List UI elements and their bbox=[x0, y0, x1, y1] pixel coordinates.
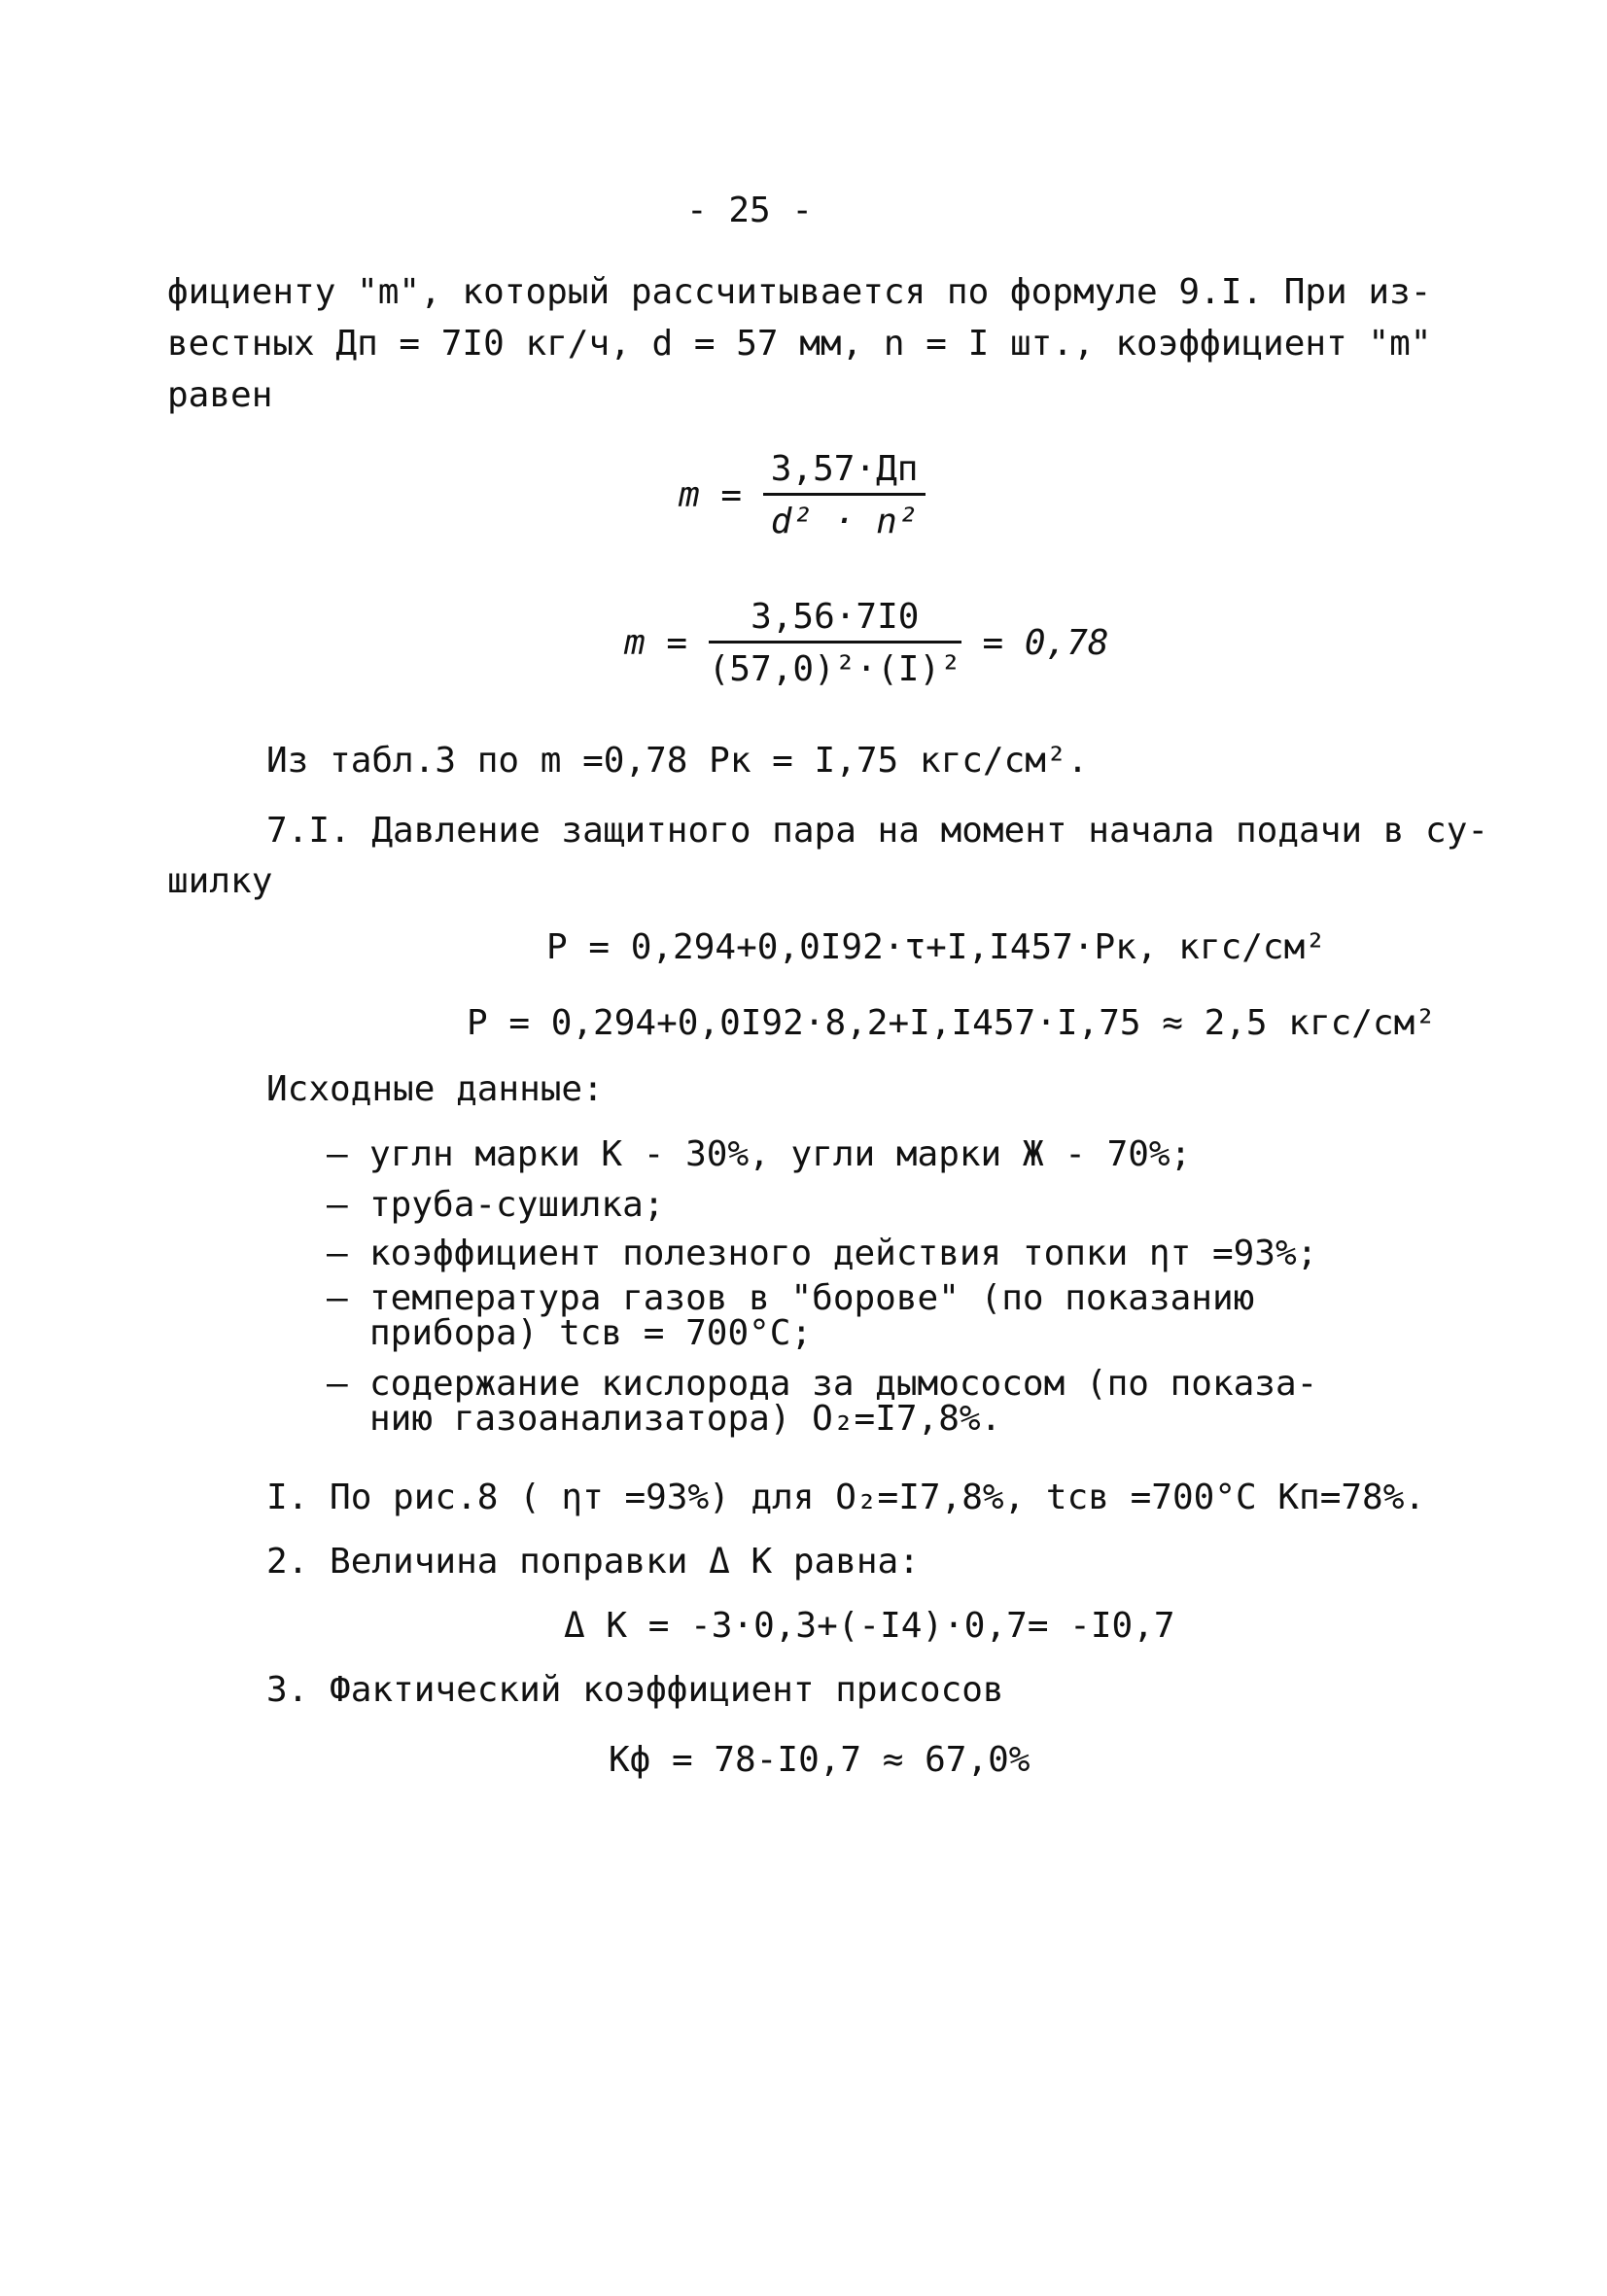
source-item-1 bbox=[327, 1134, 1192, 1174]
step-3: 3. Фактический коэффициент присосов bbox=[266, 1670, 1004, 1710]
formula-m-calc-denominator: (57,0)²·(I)² bbox=[708, 649, 961, 689]
list-dash: – bbox=[327, 1234, 348, 1273]
source-item-5-text: содержание кислорода за дымососом (по показа- bbox=[369, 1364, 1318, 1404]
list-dash: – bbox=[327, 1278, 348, 1318]
formula-m-denominator: d² · n² bbox=[770, 502, 919, 541]
source-item-2-text: труба-сушилка; bbox=[369, 1185, 665, 1225]
source-item-4 bbox=[327, 1278, 1255, 1318]
step-2-formula: Δ К = -3·0,3+(-I4)·0,7= -I0,7 bbox=[564, 1606, 1175, 1646]
source-data-heading: Исходные данные: bbox=[266, 1069, 604, 1109]
list-dash: – bbox=[327, 1185, 348, 1225]
list-dash: – bbox=[327, 1364, 348, 1404]
formula-m-calc-fraction bbox=[709, 597, 961, 689]
intro-line-2: вестных Дп = 7I0 кг/ч, d = 57 мм, n = I шт., коэффициент "m" bbox=[167, 324, 1432, 364]
page-number: - 25 - bbox=[686, 191, 814, 230]
step-2: 2. Величина поправки Δ К равна: bbox=[266, 1542, 920, 1582]
formula-m-calc-numerator: 3,56·7I0 bbox=[709, 597, 961, 644]
section-7-1-line-2: шилку bbox=[167, 861, 273, 901]
list-dash: – bbox=[327, 1134, 348, 1174]
formula-m-fraction bbox=[763, 449, 926, 541]
source-item-1-text: углн марки К - 30%, угли марки Ж - 70%; bbox=[369, 1134, 1192, 1174]
source-item-2 bbox=[327, 1185, 665, 1225]
source-item-5 bbox=[327, 1364, 1318, 1404]
step-1: I. По рис.8 ( ηт =93%) для О₂=I7,8%, tсв =700°С Кп=78%. bbox=[266, 1478, 1426, 1517]
intro-line-3: равен bbox=[167, 375, 273, 415]
source-item-4-cont: прибора) tсв = 700°С; bbox=[369, 1313, 813, 1353]
intro-line-1: фициенту "m", который рассчитывается по формуле 9.I. При из- bbox=[167, 272, 1432, 312]
source-item-3-text: коэффициент полезного действия топки ηт =93%; bbox=[369, 1234, 1318, 1273]
source-item-4-text: температура газов в "борове" (по показанию bbox=[369, 1278, 1255, 1318]
formula-m-calc bbox=[624, 597, 1109, 689]
formula-m-calc-lhs: m = bbox=[624, 623, 688, 663]
formula-p-calc: P = 0,294+0,0I92·8,2+I,I457·I,75 ≈ 2,5 кгс/см² bbox=[467, 1003, 1436, 1043]
step-3-formula: Кф = 78-I0,7 ≈ 67,0% bbox=[609, 1740, 1031, 1780]
formula-m-lhs: m = bbox=[679, 475, 743, 515]
formula-p: P = 0,294+0,0I92·τ+I,I457·Pк, кгс/см² bbox=[546, 927, 1326, 967]
source-item-3 bbox=[327, 1234, 1318, 1273]
formula-m-calc-result: = 0,78 bbox=[982, 623, 1109, 663]
formula-m-numerator: 3,57·Дп bbox=[763, 449, 926, 496]
formula-m bbox=[679, 449, 926, 541]
source-item-5-cont: нию газоанализатора) О₂=I7,8%. bbox=[369, 1399, 1002, 1439]
section-7-1-line-1: 7.I. Давление защитного пара на момент начала подачи в су- bbox=[266, 811, 1489, 851]
table-reference-line: Из табл.3 по m =0,78 Pк = I,75 кгс/см². bbox=[266, 741, 1089, 781]
